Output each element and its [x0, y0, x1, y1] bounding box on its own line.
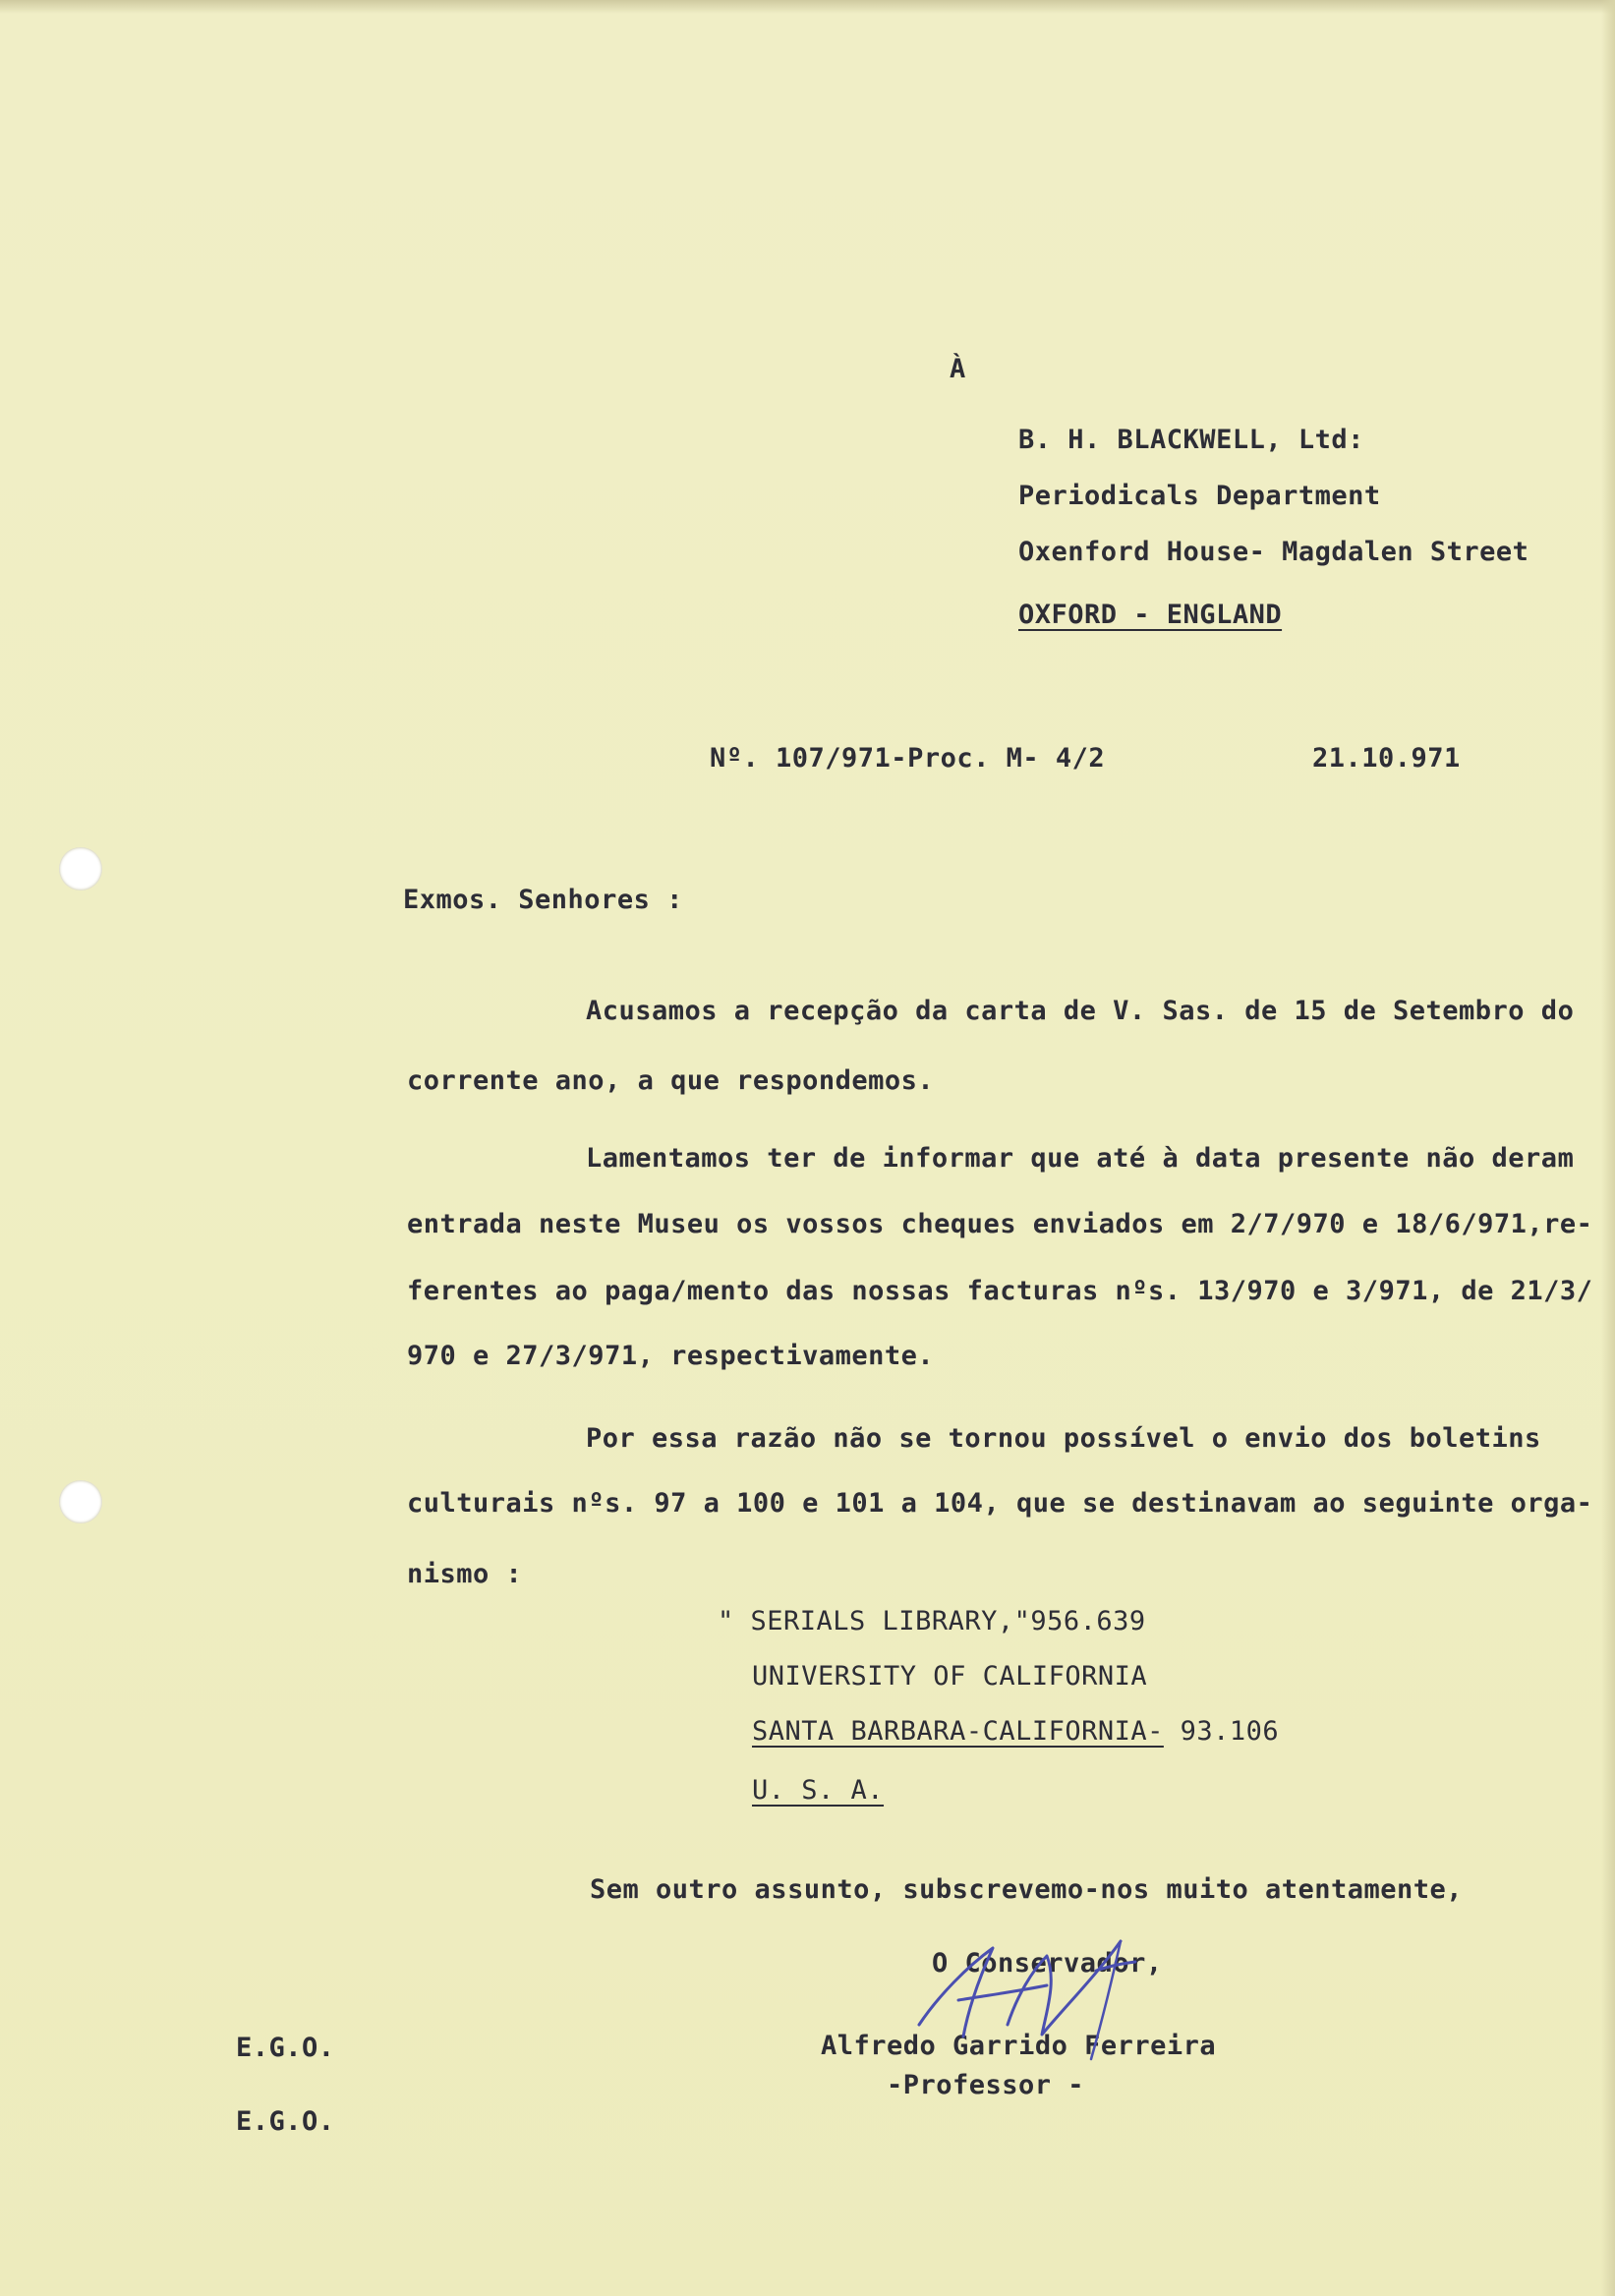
- recipient-prefix: À: [950, 354, 966, 384]
- recipient-city-country: OXFORD - ENGLAND: [1018, 600, 1283, 630]
- recipient-department: Periodicals Department: [1018, 481, 1381, 511]
- address-line3: [752, 1716, 1279, 1747]
- body-p2-line2: entrada neste Museu os vossos cheques enviados em 2/7/970 e 18/6/971,re-: [407, 1209, 1593, 1239]
- punch-hole-upper: [59, 847, 102, 890]
- address-line4: U. S. A.: [752, 1775, 885, 1806]
- body-p1-line1: Acusamos a recepção da carta de V. Sas. de 15 de Setembro do: [586, 996, 1575, 1026]
- recipient-street: Oxenford House- Magdalen Street: [1018, 537, 1529, 567]
- initials-second: E.G.O.: [236, 2106, 335, 2137]
- punch-hole-lower: [59, 1480, 102, 1523]
- handwritten-signature: [899, 1926, 1155, 2064]
- address-line1: " SERIALS LIBRARY,"956.639: [718, 1606, 1146, 1636]
- recipient-name: B. H. BLACKWELL, Ltd:: [1018, 425, 1364, 455]
- signature-title: O Conservador,: [932, 1948, 1163, 1979]
- address-line3-zip: 93.106: [1163, 1716, 1280, 1747]
- body-p3-line1: Por essa razão não se tornou possível o envio dos boletins: [586, 1423, 1541, 1454]
- body-p3-line3: nismo :: [407, 1559, 523, 1589]
- body-p2-line1: Lamentamos ter de informar que até à data presente não deram: [586, 1143, 1575, 1174]
- reference-number: Nº. 107/971-Proc. M- 4/2: [710, 743, 1106, 774]
- body-p3-line2: culturais nºs. 97 a 100 e 101 a 104, que se destinavam ao seguinte orga-: [407, 1488, 1593, 1519]
- body-p2-line4: 970 e 27/3/971, respectivamente.: [407, 1341, 935, 1371]
- body-p2-line3: ferentes ao paga/mento das nossas facturas nºs. 13/970 e 3/971, de 21/3/: [407, 1276, 1593, 1306]
- paper-top-edge: [0, 0, 1615, 14]
- body-p1-line2: corrente ano, a que respondemos.: [407, 1065, 935, 1096]
- initials-first: E.G.O.: [236, 2033, 335, 2063]
- paper-right-edge: [1601, 0, 1615, 2296]
- address-line3-underlined: SANTA BARBARA-CALIFORNIA-: [752, 1716, 1164, 1747]
- closing-line: Sem outro assunto, subscrevemo-nos muito atentamente,: [590, 1874, 1464, 1905]
- signature-name: Alfredo Garrido Ferreira: [821, 2031, 1217, 2061]
- salutation: Exmos. Senhores :: [403, 885, 683, 915]
- letter-date: 21.10.971: [1312, 743, 1461, 774]
- signature-role: -Professor -: [887, 2070, 1085, 2100]
- address-line2: UNIVERSITY OF CALIFORNIA: [752, 1661, 1148, 1692]
